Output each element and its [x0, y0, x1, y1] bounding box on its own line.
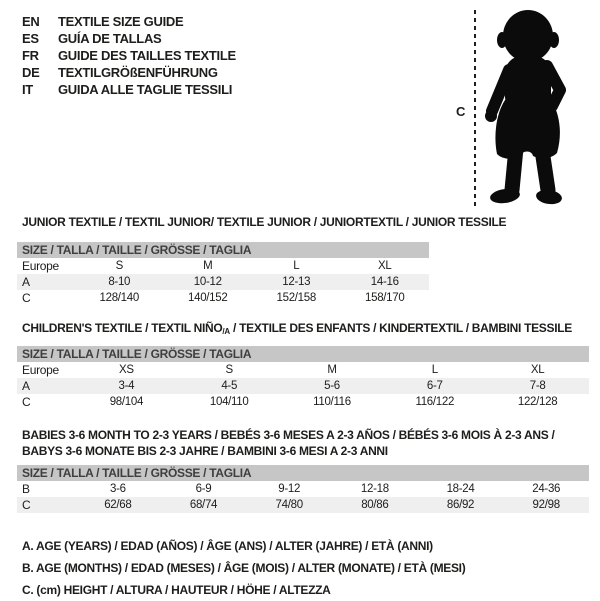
row-label: Europe: [22, 259, 59, 273]
size-cell: 98/104: [109, 396, 144, 408]
size-cell: 12-13: [282, 276, 311, 288]
size-cell: 122/128: [517, 396, 558, 408]
lang-row-de: [22, 64, 236, 81]
size-cell: 128/140: [99, 292, 139, 304]
size-cell: 7-8: [529, 380, 546, 392]
legend-item-b: B. AGE (MONTHS) / EDAD (MESES) / ÂGE (MOIS) / ALTER (MONATE) / ETÀ (MESI): [22, 561, 466, 575]
lang-title: GUIDA ALLE TAGLIE TESSILI: [58, 82, 233, 97]
table-row: [17, 497, 589, 513]
table-row: [17, 362, 589, 378]
lang-title: GUIDE DES TAILLES TEXTILE: [58, 48, 236, 63]
table-babies: [17, 427, 589, 513]
lang-row-it: [22, 81, 236, 98]
table-row: [17, 378, 589, 394]
baby-silhouette-icon: [483, 8, 577, 215]
size-cell: 152/158: [276, 292, 316, 304]
table-children: [17, 320, 589, 410]
legend-item-a: A. AGE (YEARS) / EDAD (AÑOS) / ÂGE (ANS) / ALTER (JAHRE) / ETÀ (ANNI): [22, 539, 433, 553]
size-cell: XS: [119, 364, 134, 376]
size-cell: 86/92: [446, 499, 475, 511]
size-cell: M: [203, 260, 213, 272]
table-row: [17, 394, 589, 410]
table-title: [17, 320, 589, 336]
size-cell: 14-16: [370, 276, 399, 288]
table-title-line2: BABYS 3-6 MONATE BIS 2-3 JAHRE / BAMBINI 3-6 MESI A 2-3 ANNI: [22, 444, 388, 458]
height-measure-label: C: [456, 104, 466, 119]
table-junior: [17, 214, 507, 306]
table-row: [17, 274, 429, 290]
row-label: C: [22, 498, 31, 512]
size-cell: 110/116: [313, 396, 351, 408]
lang-code: ES: [22, 31, 39, 46]
size-cell: 104/110: [209, 396, 249, 408]
size-header-bar: SIZE / TALLA / TAILLE / GRÖSSE / TAGLIA: [17, 346, 589, 362]
size-cell: 5-6: [324, 380, 340, 392]
table-title-line1: BABIES 3-6 MONTH TO 2-3 YEARS / BEBÉS 3-6 MESES A 2-3 AÑOS / BÉBÉS 3-6 MOIS À 2-3 ANS /: [22, 428, 555, 442]
row-label: Europe: [22, 363, 59, 377]
size-cell: 80/86: [361, 499, 389, 511]
lang-title: TEXTILE SIZE GUIDE: [58, 14, 184, 29]
legend-item-c: C. (cm) HEIGHT / ALTURA / HAUTEUR / HÖHE / ALTEZZA: [22, 583, 331, 597]
lang-code: DE: [22, 65, 40, 80]
lang-code: EN: [22, 14, 40, 29]
row-label: A: [22, 275, 30, 289]
row-label: C: [22, 291, 31, 305]
size-cell: 9-12: [278, 483, 301, 495]
table-title-subscript: /A: [222, 327, 230, 336]
height-measure-dashed-line: [474, 10, 476, 207]
size-cell: 8-10: [108, 276, 131, 288]
language-header: [22, 13, 236, 98]
size-cell: S: [225, 364, 233, 376]
lang-title: GUÍA DE TALLAS: [58, 31, 162, 46]
table-title-part: / TEXTILE DES ENFANTS / KINDERTEXTIL / BAMBINI TESSILE: [230, 321, 572, 335]
size-cell: 68/74: [189, 499, 218, 511]
lang-row-es: [22, 30, 236, 47]
size-cell: 158/170: [365, 292, 405, 304]
size-cell: S: [115, 260, 123, 272]
table-row: [17, 258, 429, 274]
size-cell: 6-9: [195, 483, 212, 495]
size-cell: 140/152: [188, 292, 228, 304]
size-cell: L: [293, 260, 300, 272]
size-cell: XL: [378, 260, 392, 272]
table-row: [17, 290, 429, 306]
size-cell: 24-36: [532, 483, 561, 495]
lang-row-fr: [22, 47, 236, 64]
size-cell: 3-4: [118, 380, 135, 392]
size-cell: M: [327, 364, 337, 376]
lang-code: FR: [22, 48, 39, 63]
size-header-bar: SIZE / TALLA / TAILLE / GRÖSSE / TAGLIA: [17, 242, 429, 258]
lang-code: IT: [22, 82, 33, 97]
size-cell: 3-6: [109, 483, 126, 495]
row-label: C: [22, 395, 31, 409]
size-header-bar: SIZE / TALLA / TAILLE / GRÖSSE / TAGLIA: [17, 465, 589, 481]
size-cell: 10-12: [193, 276, 222, 288]
lang-title: TEXTILGRÖßENFÜHRUNG: [58, 65, 218, 80]
size-cell: 18-24: [446, 483, 475, 495]
lang-row-en: [22, 13, 236, 30]
size-cell: 4-5: [221, 380, 238, 392]
size-cell: 92/98: [532, 499, 560, 511]
table-row: [17, 481, 589, 497]
legend: [22, 535, 465, 601]
table-title: JUNIOR TEXTILE / TEXTIL JUNIOR/ TEXTILE JUNIOR / JUNIORTEXTIL / JUNIOR TESSILE: [22, 215, 507, 229]
size-cell: 12-18: [360, 483, 389, 495]
table-title-part: CHILDREN'S TEXTILE / TEXTIL NIÑO: [22, 321, 223, 335]
size-cell: 6-7: [426, 380, 443, 392]
table-title-wrap: [17, 427, 589, 459]
size-cell: 116/122: [415, 396, 455, 408]
size-cell: L: [431, 364, 438, 376]
row-label: B: [22, 482, 30, 496]
size-cell: 74/80: [275, 499, 303, 511]
size-cell: 62/68: [104, 499, 132, 511]
row-label: A: [22, 379, 30, 393]
size-cell: XL: [530, 364, 545, 376]
